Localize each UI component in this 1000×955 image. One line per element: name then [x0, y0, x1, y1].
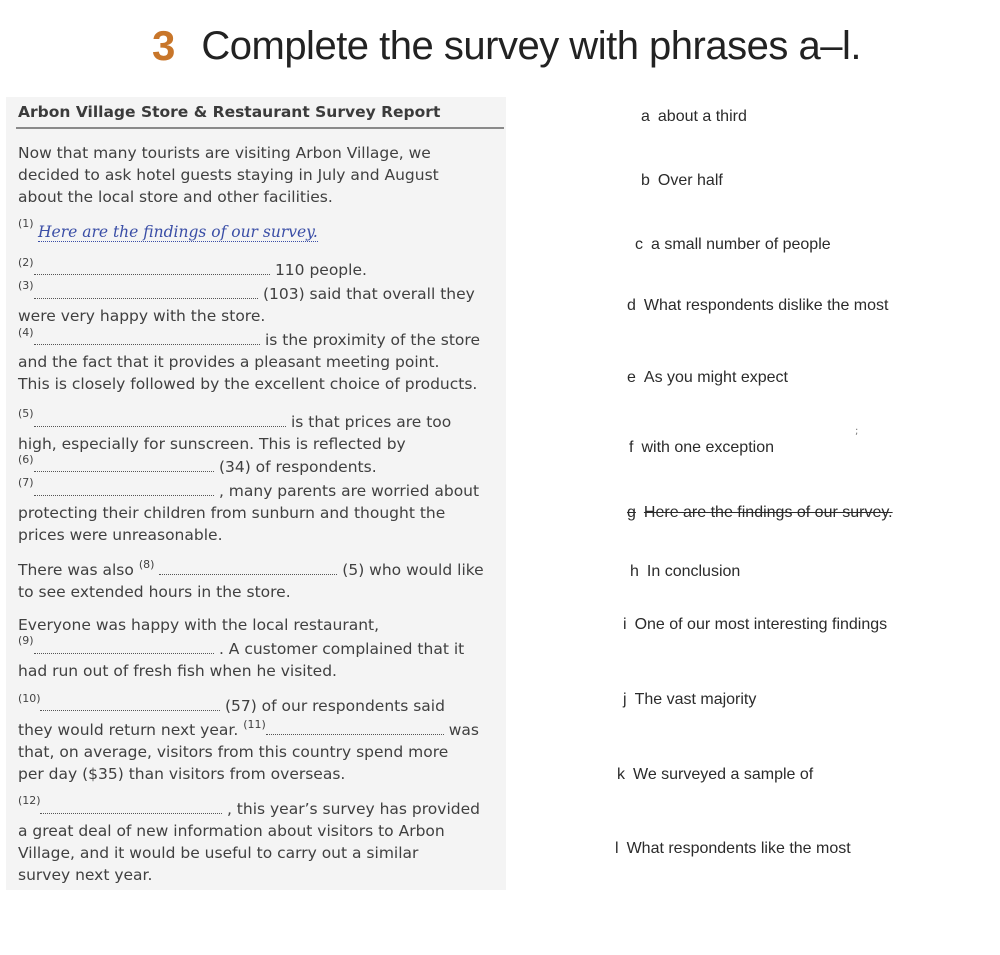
intro-line-2: decided to ask hotel guests staying in July and August	[18, 166, 439, 184]
phrase-k[interactable]: k We surveyed a sample of	[617, 766, 814, 783]
phrase-g-used[interactable]: g Here are the findings of our survey.	[627, 504, 893, 521]
gap-9-line-3: had run out of fresh fish when he visited.	[18, 662, 337, 680]
survey-report-panel	[6, 97, 506, 890]
phrase-l[interactable]: l What respondents like the most	[615, 840, 851, 857]
phrase-h[interactable]: h In conclusion	[630, 563, 741, 580]
intro-line-1: Now that many tourists are visiting Arbon Village, we	[18, 144, 431, 162]
gap-12-blank[interactable]	[40, 799, 222, 814]
title-divider	[16, 127, 504, 129]
gap-3-line	[34, 284, 475, 304]
gap-10-blank[interactable]	[40, 696, 220, 711]
gap-5-line	[34, 412, 451, 432]
gap-9-line	[34, 639, 464, 659]
gap-2-text: 110 people.	[274, 261, 367, 279]
exercise-heading	[152, 22, 861, 82]
gap-11-blank[interactable]	[266, 720, 444, 735]
gap-5-blank[interactable]	[34, 412, 286, 427]
phrase-d[interactable]: d What respondents dislike the most	[627, 297, 889, 314]
exercise-instruction: Complete the survey with phrases a–l.	[201, 23, 861, 68]
gap-8-post: (5) who would like	[342, 561, 484, 579]
intro-line-3: about the local store and other facilities.	[18, 188, 333, 206]
gap-11-line	[18, 720, 479, 742]
gap-12-line-2: a great deal of new information about visitors to Arbon	[18, 822, 445, 840]
gap-4-text: is the proximity of the store	[264, 331, 480, 349]
gap-8-pre: There was also	[18, 561, 134, 579]
gap-2-line	[34, 260, 367, 280]
report-title: Arbon Village Store & Restaurant Survey Report	[18, 103, 441, 121]
gap-label-12: (12)	[18, 794, 41, 807]
gap-2-blank[interactable]	[34, 260, 270, 275]
phrase-a[interactable]: a about a third	[641, 108, 747, 125]
gap-3-blank[interactable]	[34, 284, 258, 299]
gap-6-line	[34, 457, 377, 477]
gap-label-7: (7)	[18, 476, 34, 489]
gap-6-blank[interactable]	[34, 457, 214, 472]
gap-12-line-4: survey next year.	[18, 866, 153, 884]
gap-7-text: , many parents are worried about	[218, 482, 480, 500]
gap-5-text: is that prices are too	[290, 413, 452, 431]
example-answer: Here are the findings of our survey.	[38, 223, 318, 241]
phrase-i[interactable]: i One of our most interesting findings	[623, 616, 888, 633]
gap-4-line-3: This is closely followed by the excellent choice of products.	[18, 375, 478, 393]
gap-10-line-2: they would return next year.	[18, 721, 239, 739]
gap-4-line-2: and the fact that it provides a pleasant meeting point.	[18, 353, 440, 371]
gap-7-line-2: protecting their children from sunburn and thought the	[18, 504, 446, 522]
gap-label-2: (2)	[18, 256, 34, 269]
gap-label-5: (5)	[18, 407, 34, 420]
gap-11-line-3: per day ($35) than visitors from overseas.	[18, 765, 346, 783]
gap-label-11: (11)	[243, 718, 266, 731]
gap-11-line-2: that, on average, visitors from this country spend more	[18, 743, 449, 761]
gap-10-line	[40, 696, 445, 716]
gap-label-4: (4)	[18, 326, 34, 339]
phrase-j[interactable]: j The vast majority	[623, 691, 757, 708]
exercise-number: 3	[152, 22, 176, 69]
gap-4-blank[interactable]	[34, 330, 260, 345]
gap-10-text: (57) of our respondents said	[224, 697, 445, 715]
gap-1-answer-line	[38, 222, 318, 242]
gap-7-line	[34, 481, 479, 501]
gap-label-8: (8)	[138, 558, 155, 571]
gap-label-1: (1)	[18, 217, 34, 230]
gap-label-9: (9)	[18, 634, 34, 647]
gap-12-line-3: Village, and it would be useful to carry out a similar	[18, 844, 419, 862]
gap-9-blank[interactable]	[34, 639, 214, 654]
gap-11-post: was	[448, 721, 479, 739]
gap-9-text: . A customer complained that it	[218, 640, 465, 658]
gap-9-line-1: Everyone was happy with the local restaurant,	[18, 616, 380, 634]
gap-label-6: (6)	[18, 453, 34, 466]
phrase-b[interactable]: b Over half	[641, 172, 723, 189]
phrase-f[interactable]: f with one exception	[629, 439, 774, 456]
gap-label-10: (10)	[18, 692, 41, 705]
gap-12-line	[40, 799, 480, 819]
gap-8-line-2: to see extended hours in the store.	[18, 583, 291, 601]
gap-6-text: (34) of respondents.	[218, 458, 377, 476]
gap-7-blank[interactable]	[34, 481, 214, 496]
gap-8-blank[interactable]	[159, 560, 337, 575]
phrase-c[interactable]: c a small number of people	[635, 236, 831, 253]
stray-mark: ;	[855, 426, 859, 437]
gap-7-line-3: prices were unreasonable.	[18, 526, 223, 544]
gap-12-text: , this year’s survey has provided	[226, 800, 480, 818]
gap-4-line	[34, 330, 480, 350]
phrase-e[interactable]: e As you might expect	[627, 369, 788, 386]
gap-3-text: (103) said that overall they	[262, 285, 475, 303]
gap-3-line-2: were very happy with the store.	[18, 307, 266, 325]
gap-8-line	[18, 560, 484, 582]
gap-label-3: (3)	[18, 279, 34, 292]
gap-5-line-2: high, especially for sunscreen. This is reflected by	[18, 435, 406, 453]
